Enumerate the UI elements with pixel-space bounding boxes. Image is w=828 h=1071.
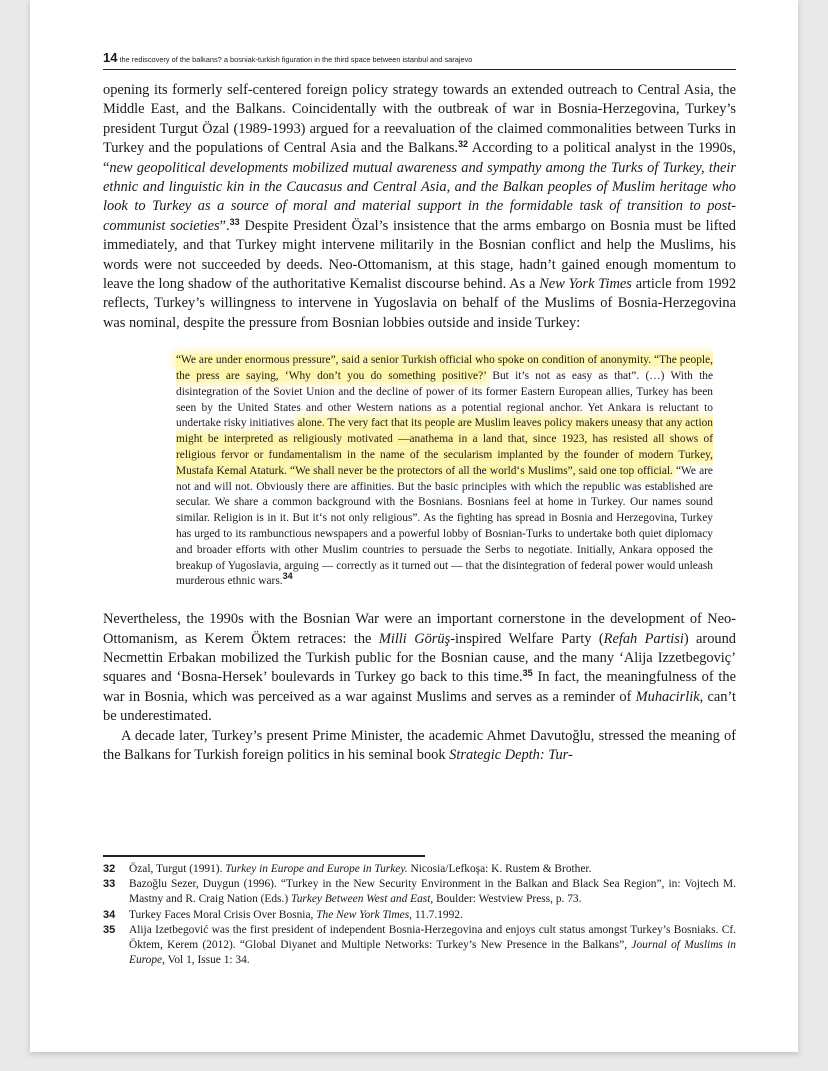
- footnote-33: 33 Bazoğlu Sezer, Duygun (1996). “Turkey in the New Security Environment in the Balkan and Black Sea Region”, in: Vojtech M. Mastny and R. Craig Nation (Eds.) Turkey Between West and East, Boulder: Westview Press, p. 73.: [103, 878, 736, 906]
- footnote-rule: [103, 855, 425, 857]
- highlight-2: alone. The very fact that its people are Muslim leaves policy makers uneasy that any action might be interpreted as religiously motivated —anathema in a land that, since 1923, has resisted all shows of religious fervor or fundamentalism in the name of the secularism implanted by the founder of modern Turkey, Mustafa Kemal Ataturk. “We shall never be the protectors of all the world‘s Muslims”, said one top official.: [176, 417, 713, 477]
- nyt-title: New York Times: [539, 276, 632, 293]
- paragraph-2: Nevertheless, the 1990s with the Bosnian War were an important cornerstone in the development of Neo-Ottomanism, as Kerem Öktem retraces: the Milli Görüş-inspired Welfare Party (Refah Partisi) around Necmettin Erbakan mobilized the Turkish public for the Bosnian cause, and the many ‘Alija Izzetbegoviç’ squares and ‘Bosna-Hersek’ boulevards in Turkey go back to this time.$^{35}$ In fact, the meaningfulness of the war in Bosnia, which was perceived as a war against Muslims and serves as a reminder of Muhacirlik, can’t be underestimated.: [103, 611, 737, 725]
- paragraph-3: A decade later, Turkey’s present Prime Minister, the academic Ahmet Davutoğlu, stressed the meaning of the Balkans for Turkish foreign politics in his seminal book Strategic Depth: Tur-: [103, 727, 736, 764]
- footnote-34: 34 Turkey Faces Moral Crisis Over Bosnia, The New York Times, 11.7.1992.: [103, 908, 463, 921]
- running-title: the rediscovery of the balkans? a bosniak-turkish figuration in the third space between istanbul and sarajevo: [119, 55, 473, 64]
- book-title: Strategic Depth: Tur-: [449, 747, 573, 764]
- running-header: [103, 49, 736, 70]
- main-text: [103, 81, 736, 765]
- highlight-1: “We are under enormous pressure”, said a senior Turkish official who spoke on condition of anonymity. “The people, the press are saying, ‘Why don’t you do something positive?’: [176, 354, 713, 383]
- footnote-ref-35[interactable]: 35: [522, 668, 533, 679]
- paragraph-1: opening its formerly self-centered foreign policy strategy towards an extended outreach to Central Asia, the Middle East, and the Balkans. Coincidentally with the outbreak of war in Bosnia-Herzegovina, Turkey’s president Turgut Özal (1989-1993) argued for a reevaluation of the claimed commonalities between Turks in Turkey and the populations of Central Asia and the Balkans.$^{32}$ According to a political analyst in the 1990s, “new geopolitical developments mobilized mutual awareness and sympathy among the Turks of Turkey, their ethnic and linguistic kin in the Caucasus and Central Asia, and the Balkan peoples of Muslim heritage who look to Turkey as a source of moral and material support in the formidable task of transition to post-communist societies”.$^{33}$ Despite President Özal’s insistence that the arms embargo on Bosnia must be lifted immediately, and that Turkey might intervene militarily in the Bosnian conflict and help the Muslims, his words were not succeeded by deeds. Neo-Ottomanism, at this stage, hadn’t gained enough momentum to leave the long shadow of the authoritative Kemalist discourse behind. As a New York Times article from 1992 reflects, Turkey’s willingness to intervene in Yugoslavia on behalf of the Muslims of Bosnia-Herzegovina was nominal, despite the pressure from Bosnian lobbies outside and inside Turkey:: [103, 82, 737, 331]
- footnotes: [103, 862, 736, 968]
- footnote-ref-32[interactable]: 32: [458, 139, 469, 150]
- page-number: 14: [103, 50, 118, 65]
- document-page: [30, 0, 798, 1052]
- analyst-quote: new geopolitical developments mobilized mutual awareness and sympathy among the Turks of Turkey, their ethnic and linguistic kin in the Caucasus and Central Asia, and the Balkan peoples of Muslim heritage who look to Turkey as a source of moral and material support in the formidable task of transition to post-communist societies: [103, 159, 736, 234]
- footnote-32: 32 Özal, Turgut (1991). Turkey in Europe and Europe in Turkey. Nicosia/Lefkoşa: K. Rustem & Brother.: [103, 863, 592, 875]
- footnote-ref-34[interactable]: 34: [282, 571, 293, 582]
- footnote-35: 35 Alija Izetbegović was the first president of independent Bosnia-Herzegovina and enjoys cult status amongst Turkey’s Bosniaks. Cf. Öktem, Kerem (2012). “Global Diyanet and Multiple Networks: Turkey’s New Presence in the Balkans”, Journal of Muslims in Europe, Vol 1, Issue 1: 34.: [103, 923, 736, 967]
- block-quote: “We are under enormous pressure”, said a senior Turkish official who spoke on condition of anonymity. “The people, the press are saying, ‘Why don’t you do something positive?’ But it’s not as easy as that”. (…) With the disintegration of the Soviet Union and the decline of power of its former Eastern European allies, Turkey has been seen by the United States and other Western nations as a potential regional anchor. Yet Ankara is reluctant to undertake risky initiatives alone. The very fact that its people are Muslim leaves policy makers uneasy that any action might be interpreted as religiously motivated —anathema in a land that, since 1923, has resisted all shows of religious fervor or fundamentalism in the name of the secularism implanted by the founder of modern Turkey, Mustafa Kemal Ataturk. “We shall never be the protectors of all the world‘s Muslims”, said one top official. “We are not and will not. Obviously there are affinities. But the basic principles with which the republic was established are secular. We share a common background with the Bosnians. Bosnians feel at home in Turkey. Our names sound similar. Religion is in it. But it‘s not only religious”. As the fighting has spread in Bosnia and Herzegovina, Turkey has urged to its rambunctious newspapers and a powerful lobby of Bosnian-Turks to undertake both quiet diplomacy and broader efforts with other Muslim countries to persuade the Serbs to negotiate. Initially, Ankara opposed the breakup of Yugoslavia, arguing — correctly as it turned out — that the disintegration of federal power would unleash murderous ethnic wars.$^{34}$: [176, 354, 714, 588]
- footnote-ref-33[interactable]: 33: [229, 216, 240, 227]
